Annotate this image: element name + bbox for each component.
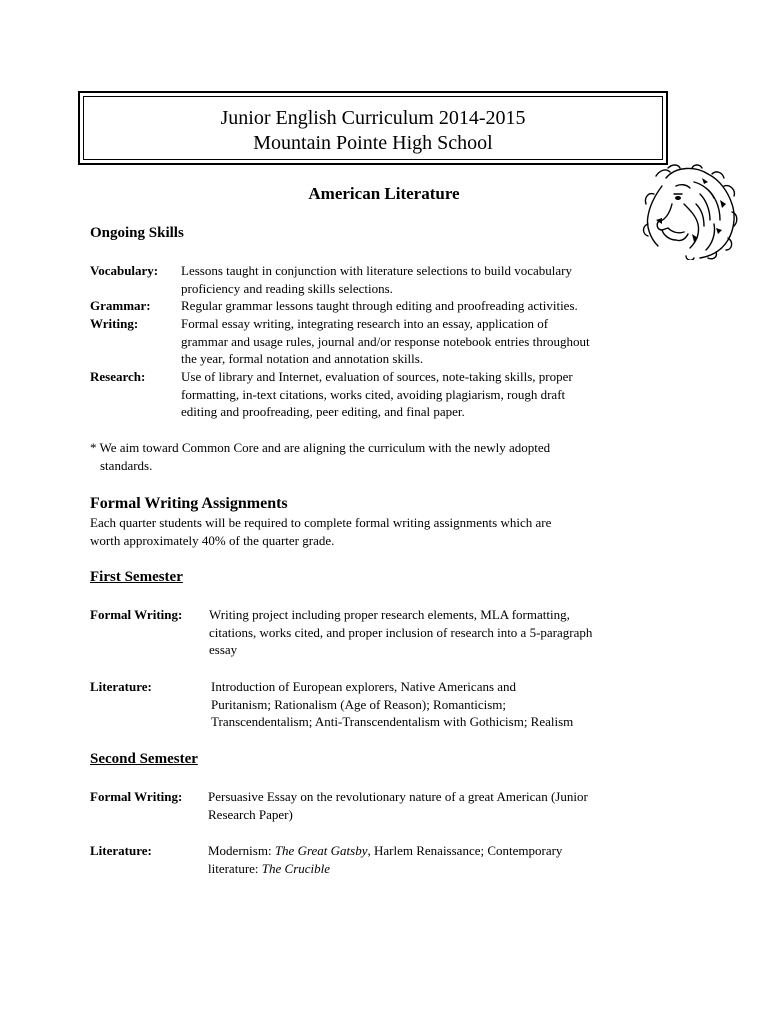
formal-writing-heading: Formal Writing Assignments: [90, 495, 288, 512]
document-title: Junior English Curriculum 2014-2015: [220, 107, 526, 129]
note-line: standards.: [100, 457, 153, 473]
vocabulary-text: [181, 262, 572, 297]
second-semester-heading: Second Semester: [90, 751, 198, 767]
writing-line: grammar and usage rules, journal and/or response notebook entries throughout: [181, 333, 590, 349]
lit-prefix: literature:: [208, 860, 262, 876]
book-title-gatsby: The Great Gatsby: [274, 843, 368, 858]
title-box: [78, 91, 668, 165]
second-writing-line: Persuasive Essay on the revolutionary nature of a great American (Junior: [208, 789, 588, 804]
lion-head-icon: [636, 164, 740, 260]
subject-heading: American Literature: [308, 184, 460, 203]
research-line: Use of library and Internet, evaluation of sources, note-taking skills, proper: [181, 369, 573, 384]
research-label: Research:: [90, 369, 146, 384]
first-literature-line: Introduction of European explorers, Native Americans and: [211, 679, 517, 694]
first-semester-heading: First Semester: [90, 569, 183, 585]
first-writing-line: essay: [209, 642, 238, 657]
second-literature-label: Literature:: [90, 843, 152, 858]
formal-line: worth approximately 40% of the quarter grade.: [90, 532, 335, 548]
research-line: formatting, in-text citations, works cited, avoiding plagiarism, rough draft: [181, 386, 566, 402]
grammar-text: [181, 297, 578, 315]
writing-label: Writing:: [90, 316, 139, 331]
formal-line: Each quarter students will be required to complete formal writing assignments which are: [90, 515, 552, 530]
first-literature-line: Puritanism; Rationalism (Age of Reason); Romanticism;: [211, 696, 506, 712]
common-core-note: [90, 439, 550, 474]
first-literature-text: [211, 678, 573, 731]
grammar-line: Regular grammar lessons taught through editing and proofreading activities.: [181, 298, 578, 313]
vocabulary-line: Lessons taught in conjunction with literature selections to build vocabulary: [181, 263, 572, 278]
research-text: [181, 368, 573, 421]
research-line: editing and proofreading, peer editing, and final paper.: [181, 404, 465, 419]
formal-writing-description: [90, 514, 551, 549]
writing-text: [181, 315, 590, 368]
second-literature-line: [208, 842, 562, 860]
vocabulary-label: Vocabulary:: [90, 263, 159, 278]
second-formal-writing-text: [208, 788, 588, 823]
second-literature-line: [208, 860, 562, 878]
first-formal-writing-text: [209, 606, 592, 659]
second-formal-writing-label: Formal Writing:: [90, 789, 183, 804]
vocabulary-line: proficiency and reading skills selections.: [181, 280, 393, 296]
lit-suffix: , Harlem Renaissance; Contemporary: [367, 843, 563, 858]
writing-line: the year, formal notation and annotation skills.: [181, 351, 424, 366]
title-inner-frame: [83, 96, 663, 160]
lit-prefix: Modernism:: [208, 843, 275, 858]
first-formal-writing-label: Formal Writing:: [90, 607, 183, 622]
first-literature-label: Literature:: [90, 679, 152, 694]
ongoing-skills-heading: Ongoing Skills: [90, 225, 184, 241]
first-writing-line: Writing project including proper research elements, MLA formatting,: [209, 607, 570, 622]
first-writing-line: citations, works cited, and proper inclusion of research into a 5-paragraph: [209, 624, 593, 640]
writing-line: Formal essay writing, integrating research into an essay, application of: [181, 316, 549, 331]
note-line: * We aim toward Common Core and are aligning the curriculum with the newly adopted: [90, 440, 551, 455]
grammar-label: Grammar:: [90, 298, 151, 313]
second-literature-text: [208, 842, 562, 877]
book-title-crucible: The Crucible: [261, 860, 331, 876]
second-writing-line: Research Paper): [208, 806, 293, 822]
school-name: Mountain Pointe High School: [253, 132, 493, 154]
first-literature-line: Transcendentalism; Anti-Transcendentalism with Gothicism; Realism: [211, 714, 574, 729]
